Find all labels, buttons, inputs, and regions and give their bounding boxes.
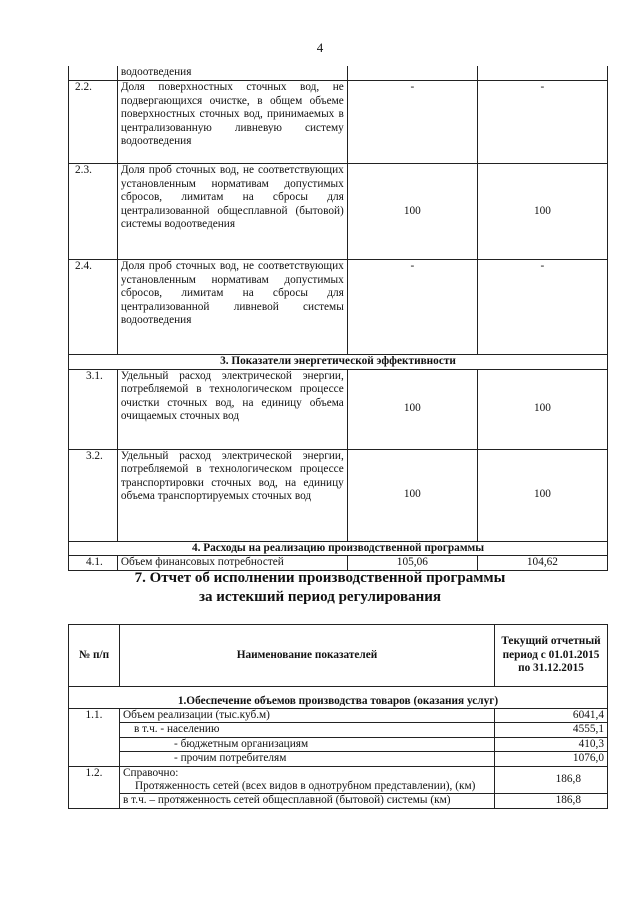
row-number: 2.4. <box>69 260 118 355</box>
row-name: - прочим потребителям <box>120 752 495 766</box>
row-value: 1076,0 <box>495 752 608 766</box>
row-value-2: - <box>477 260 607 355</box>
row-number: 1.2. <box>69 766 120 794</box>
table-row <box>69 752 608 766</box>
table-row <box>69 723 608 737</box>
row-value-2: - <box>477 81 607 164</box>
row-name: Удельный расход электрической энергии, потребляемой в технологическом процессе очистки сточных вод, на единицу объема очищаемых сточных вод <box>117 369 347 449</box>
row-name: Протяженность сетей (всех видов в однотрубном представлении), (км) <box>135 780 476 793</box>
row-value-1: 100 <box>347 164 477 260</box>
table-row <box>69 66 608 81</box>
table-row <box>69 449 608 541</box>
row-name: Доля проб сточных вод, не соответствующих установленным нормативам допустимых сбросов, лимитам на сбросы для централизованной общесплавной (бытовой) системы водоотведения <box>117 164 347 260</box>
row-intro: водоотведения <box>117 66 347 81</box>
section-1-title: 1.Обеспечение объемов производства товаров (оказания услуг) <box>69 687 608 709</box>
row-label: Справочно: <box>123 766 179 779</box>
row-value-1: - <box>347 81 477 164</box>
table-row <box>69 709 608 723</box>
row-name: Удельный расход электрической энергии, потребляемой в технологическом процессе транспортировки сточных вод, на единицу объема транспортируемых сточных вод <box>117 449 347 541</box>
col-header-name: Наименование показателей <box>120 625 495 687</box>
section-3-title: 3. Показатели энергетической эффективности <box>69 355 608 370</box>
row-name: Объем реализации (тыс.куб.м) <box>120 709 495 723</box>
row-number: 3.2. <box>69 449 118 541</box>
report-table <box>68 624 608 809</box>
col-header-period: Текущий отчетный период с 01.01.2015 по 31.12.2015 <box>495 625 608 687</box>
table-row <box>69 260 608 355</box>
row-value-2: 104,62 <box>477 556 607 571</box>
table-row <box>69 369 608 449</box>
table-row <box>69 164 608 260</box>
section-header-row <box>69 355 608 370</box>
table-row <box>69 766 608 794</box>
row-name: Объем финансовых потребностей <box>117 556 347 571</box>
row-number: 2.3. <box>69 164 118 260</box>
indicators-table-continued <box>68 66 608 571</box>
row-name: - бюджетным организациям <box>120 737 495 751</box>
row-value: 6041,4 <box>495 709 608 723</box>
row-value: 410,3 <box>495 737 608 751</box>
row-value-2: 100 <box>477 164 607 260</box>
section-header-row <box>69 687 608 709</box>
row-value-2: 100 <box>477 369 607 449</box>
row-value-1: - <box>347 260 477 355</box>
table-row <box>69 794 608 808</box>
row-number: 1.1. <box>69 709 120 723</box>
section-header-row <box>69 541 608 556</box>
heading-line-2: за истекший период регулирования <box>198 589 442 605</box>
row-value: 186,8 <box>495 794 608 808</box>
row-name: Доля проб сточных вод, не соответствующих установленным нормативам допустимых сбросов, лимитам на сбросы для централизованной ливневой системы водоотведения <box>117 260 347 355</box>
page-number: 4 <box>316 40 324 55</box>
row-number: 4.1. <box>69 556 118 571</box>
row-number: 3.1. <box>69 369 118 449</box>
section-heading <box>0 569 640 607</box>
row-name: в т.ч. - населению <box>120 723 495 737</box>
section-4-title: 4. Расходы на реализацию производственной программы <box>69 541 608 556</box>
table-row <box>69 737 608 751</box>
table-row <box>69 81 608 164</box>
row-value: 4555,1 <box>495 723 608 737</box>
heading-line-1: 7. Отчет об исполнении производственной программы <box>134 570 506 586</box>
col-header-number: № п/п <box>69 625 120 687</box>
row-value-2: 100 <box>477 449 607 541</box>
row-value-1: 100 <box>347 449 477 541</box>
row-name: в т.ч. – протяженность сетей общесплавной (бытовой) системы (км) <box>120 794 495 808</box>
row-value: 186,8 <box>495 766 608 794</box>
row-name: Доля поверхностных сточных вод, не подвергающихся очистке, в общем объеме поверхностных сточных вод, принимаемых в централизованную ливневую систему водоотведения <box>117 81 347 164</box>
row-value-1: 100 <box>347 369 477 449</box>
row-value-1: 105,06 <box>347 556 477 571</box>
header-row <box>69 625 608 687</box>
row-number: 2.2. <box>69 81 118 164</box>
